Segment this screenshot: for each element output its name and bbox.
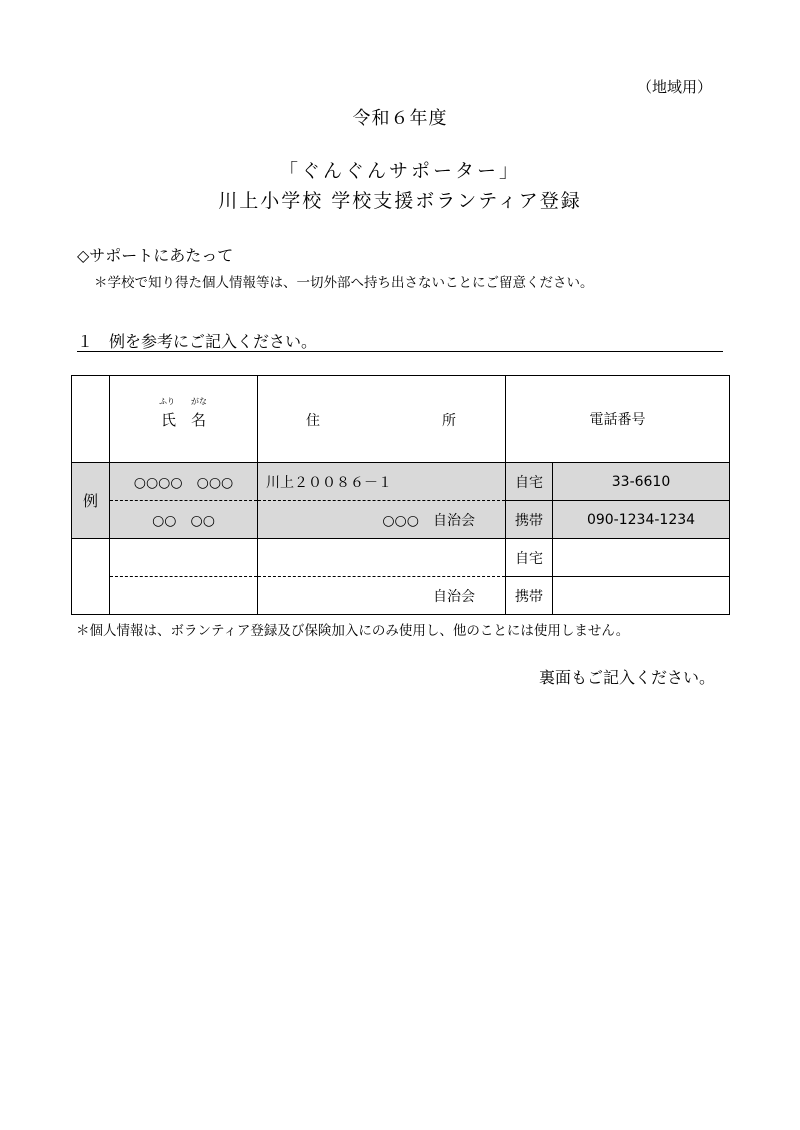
support-heading: ◇サポートにあたって — [77, 246, 234, 265]
name-header-wrap — [158, 396, 207, 430]
example-row-1 — [72, 463, 730, 501]
entry-label-cell — [72, 539, 110, 615]
furigana-1: ふり — [158, 396, 175, 406]
example-mobile-label: 携帯 — [506, 501, 553, 539]
privacy-note: ＊個人情報は、ボランティア登録及び保険加入にのみ使用し、他のことには使用しません。 — [76, 623, 630, 639]
example-home-phone: 33-6610 — [553, 463, 730, 501]
entry-name-kana[interactable] — [110, 539, 258, 577]
name-header-label: 氏 名 — [160, 410, 206, 429]
entry-row-2 — [72, 577, 730, 615]
header-blank-cell — [72, 376, 110, 463]
title-line-2: 川上小学校 学校支援ボランティア登録 — [218, 190, 582, 212]
entry-mobile-phone[interactable] — [553, 577, 730, 615]
entry-home-phone[interactable] — [553, 539, 730, 577]
document-label: （地域用） — [636, 78, 712, 96]
entry-address[interactable] — [258, 539, 506, 577]
address-header-b: 所 — [442, 413, 456, 429]
example-home-label: 自宅 — [506, 463, 553, 501]
support-note: ＊学校で知り得た個人情報等は、一切外部へ持ち出さないことにご留意ください。 — [94, 275, 594, 291]
example-name: ○○ ○○ — [110, 501, 258, 539]
furigana-2: がな — [190, 396, 207, 406]
table-header-row — [72, 376, 730, 463]
entry-mobile-label: 携帯 — [506, 577, 553, 615]
section-1-heading: １ 例を参考にご記入ください。 — [77, 329, 723, 352]
example-association: ○○○ 自治会 — [258, 501, 506, 539]
header-phone: 電話番号 — [506, 376, 730, 463]
entry-association[interactable]: 自治会 — [258, 577, 506, 615]
title-line-1: 「ぐんぐんサポーター」 — [278, 160, 521, 182]
fiscal-year: 令和６年度 — [352, 108, 448, 129]
entry-row-1 — [72, 539, 730, 577]
example-label: 例 — [72, 463, 110, 539]
address-header-a: 住 — [306, 413, 320, 429]
entry-name[interactable] — [110, 577, 258, 615]
example-row-2 — [72, 501, 730, 539]
header-address — [258, 376, 506, 463]
registration-table — [71, 375, 730, 615]
example-mobile-phone: 090-1234-1234 — [553, 501, 730, 539]
entry-home-label: 自宅 — [506, 539, 553, 577]
header-name — [110, 376, 258, 463]
back-side-note: 裏面もご記入ください。 — [538, 668, 715, 687]
example-name-kana: ○○○○ ○○○ — [110, 463, 258, 501]
example-address: 川上２００８６－１ — [258, 463, 506, 501]
